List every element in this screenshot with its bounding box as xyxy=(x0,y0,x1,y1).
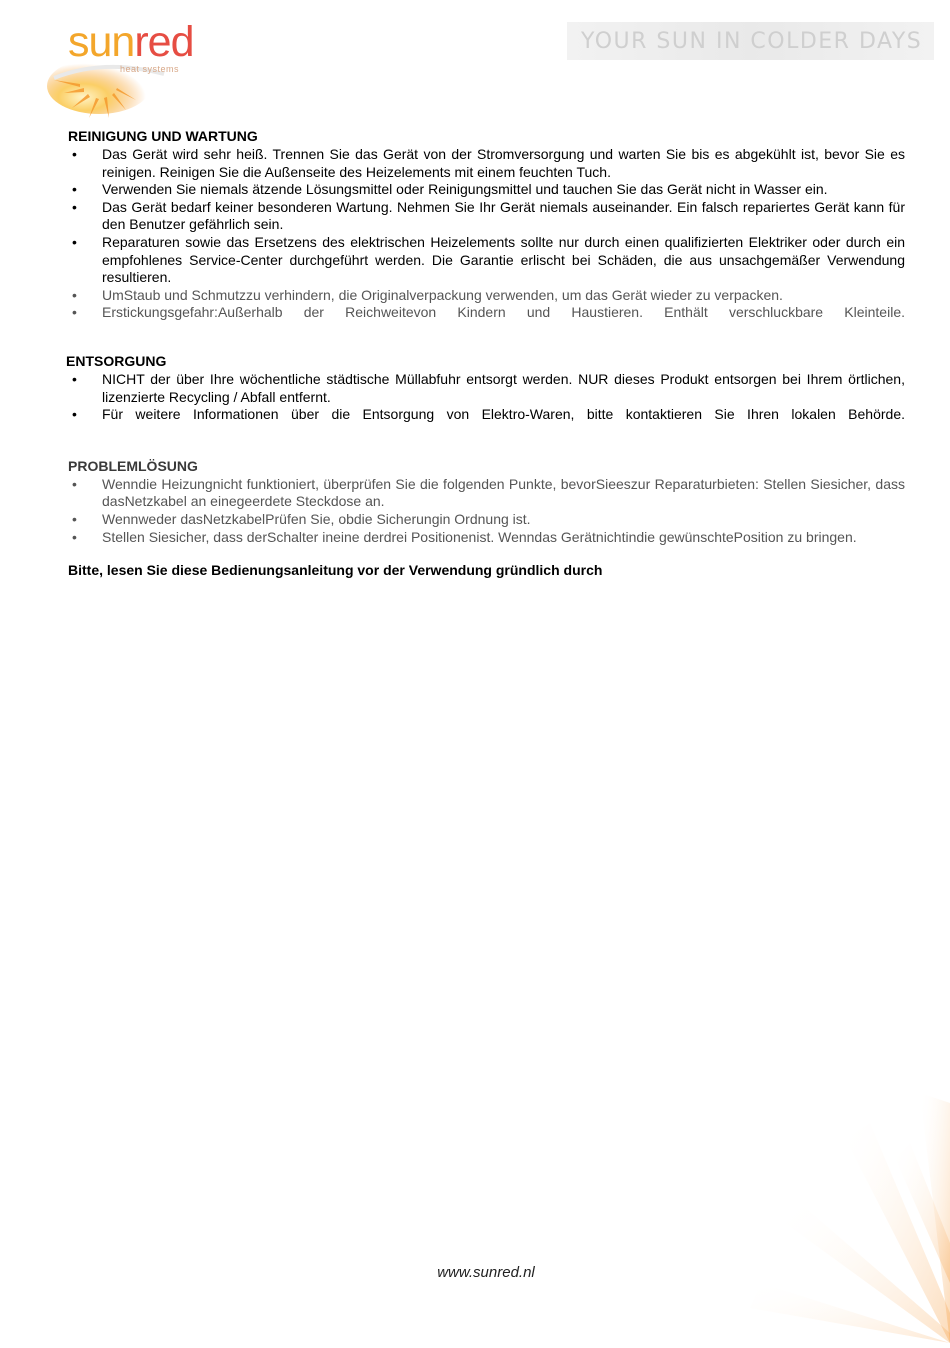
list-item xyxy=(68,476,905,511)
list-item-text: Wenndie Heizungnicht funktioniert, überprüfen Sie die folgenden Punkte, bevorSieeszur Reparaturbieten: Stellen Siesicher, dass dasNetzkabel an einegeerdete Steckdose an. xyxy=(102,475,905,510)
list-item-text: Für weitere Informationen über die Entsorgung von Elektro-Waren, bitte kontaktieren Sie Ihren lokalen Behörde. xyxy=(102,406,905,423)
bullet-icon: • xyxy=(72,528,77,545)
list-item xyxy=(68,287,905,305)
list-item-text: NICHT der über Ihre wöchentliche städtische Müllabfuhr entsorgt werden. NUR dieses Produkt entsorgen bei Ihrem örtlichen, lizenzierte Recycling / Abfall entfernt. xyxy=(102,370,905,405)
bullet-icon: • xyxy=(72,286,77,303)
section-title-cleaning: REINIGUNG UND WARTUNG xyxy=(68,128,258,144)
bullet-icon: • xyxy=(72,510,77,527)
list-item-text: Das Gerät bedarf keiner besonderen Wartung. Nehmen Sie Ihr Gerät niemals auseinander. Ein falsch repariertes Gerät kann für den Benutzer gefährlich sein. xyxy=(102,198,905,233)
section-title-disposal: ENTSORGUNG xyxy=(66,352,167,369)
list-item-text: UmStaub und Schmutzzu verhindern, die Originalverpackung verwenden, um das Gerät wieder zu verpacken. xyxy=(102,286,783,303)
bullet-icon: • xyxy=(72,406,77,423)
document-body xyxy=(68,126,905,580)
list-item xyxy=(68,529,905,547)
logo-subtitle: heat systems xyxy=(120,64,180,74)
list-item xyxy=(68,511,905,529)
bullet-icon: • xyxy=(72,198,77,215)
troubleshooting-list xyxy=(68,476,905,546)
decorative-rays xyxy=(650,1083,950,1343)
section-title-troubleshooting: PROBLEMLÖSUNG xyxy=(68,457,198,474)
closing-note: Bitte, lesen Sie diese Bedienungsanleitung vor der Verwendung gründlich durch xyxy=(68,562,603,579)
list-item xyxy=(68,181,905,199)
bullet-icon: • xyxy=(72,370,77,387)
bullet-icon: • xyxy=(72,304,77,321)
tagline: YOUR SUN IN COLDER DAYS xyxy=(581,29,923,54)
logo-red-text: red xyxy=(134,18,194,66)
bullet-icon: • xyxy=(72,233,77,250)
logo-wordmark xyxy=(68,18,194,67)
list-item-text: Wennweder dasNetzkabelPrüfen Sie, obdie Sicherungin Ordnung ist. xyxy=(102,510,531,527)
list-item-text: Erstickungsgefahr:Außerhalb der Reichweitevon Kindern und Haustieren. Enthält verschluckbare Kleinteile. xyxy=(102,304,905,321)
list-item-text: Das Gerät wird sehr heiß. Trennen Sie das Gerät von der Stromversorgung und warten Sie bis es abgekühlt ist, bevor Sie es reinigen. Reinigen Sie die Außenseite des Heizelements mit einem feuchten Tuch. xyxy=(102,146,905,180)
footer-website: www.sunred.nl xyxy=(437,1264,535,1281)
sunred-logo xyxy=(44,18,219,120)
list-item xyxy=(68,406,905,424)
list-item-text: Stellen Siesicher, dass derSchalter ineine derdrei Positionenist. Wenndas Gerätnichtindie gewünschtePosition zu bringen. xyxy=(102,528,857,545)
tagline-banner xyxy=(567,22,934,60)
cleaning-list xyxy=(68,146,905,322)
disposal-list xyxy=(68,371,905,424)
list-item xyxy=(68,234,905,287)
list-item xyxy=(68,146,905,181)
logo-sun-text: sun xyxy=(68,18,135,66)
list-item-text: Reparaturen sowie das Ersetzens des elektrischen Heizelements sollte nur durch einen qualifizierten Elektriker oder durch ein empfohlenes Service-Center durchgeführt werden. Die Garantie erlischt bei Schäden, die aus unsachgemäßer Verwendung resultieren. xyxy=(102,233,905,286)
bullet-icon: • xyxy=(72,475,77,492)
list-item-text: Verwenden Sie niemals ätzende Lösungsmittel oder Reinigungsmittel und tauchen Sie das Gerät nicht in Wasser ein. xyxy=(102,181,828,198)
list-item xyxy=(68,371,905,406)
bullet-icon: • xyxy=(72,181,77,198)
bullet-icon: • xyxy=(72,146,77,162)
sun-rays-icon xyxy=(650,1083,950,1343)
list-item xyxy=(68,304,905,322)
list-item xyxy=(68,199,905,234)
